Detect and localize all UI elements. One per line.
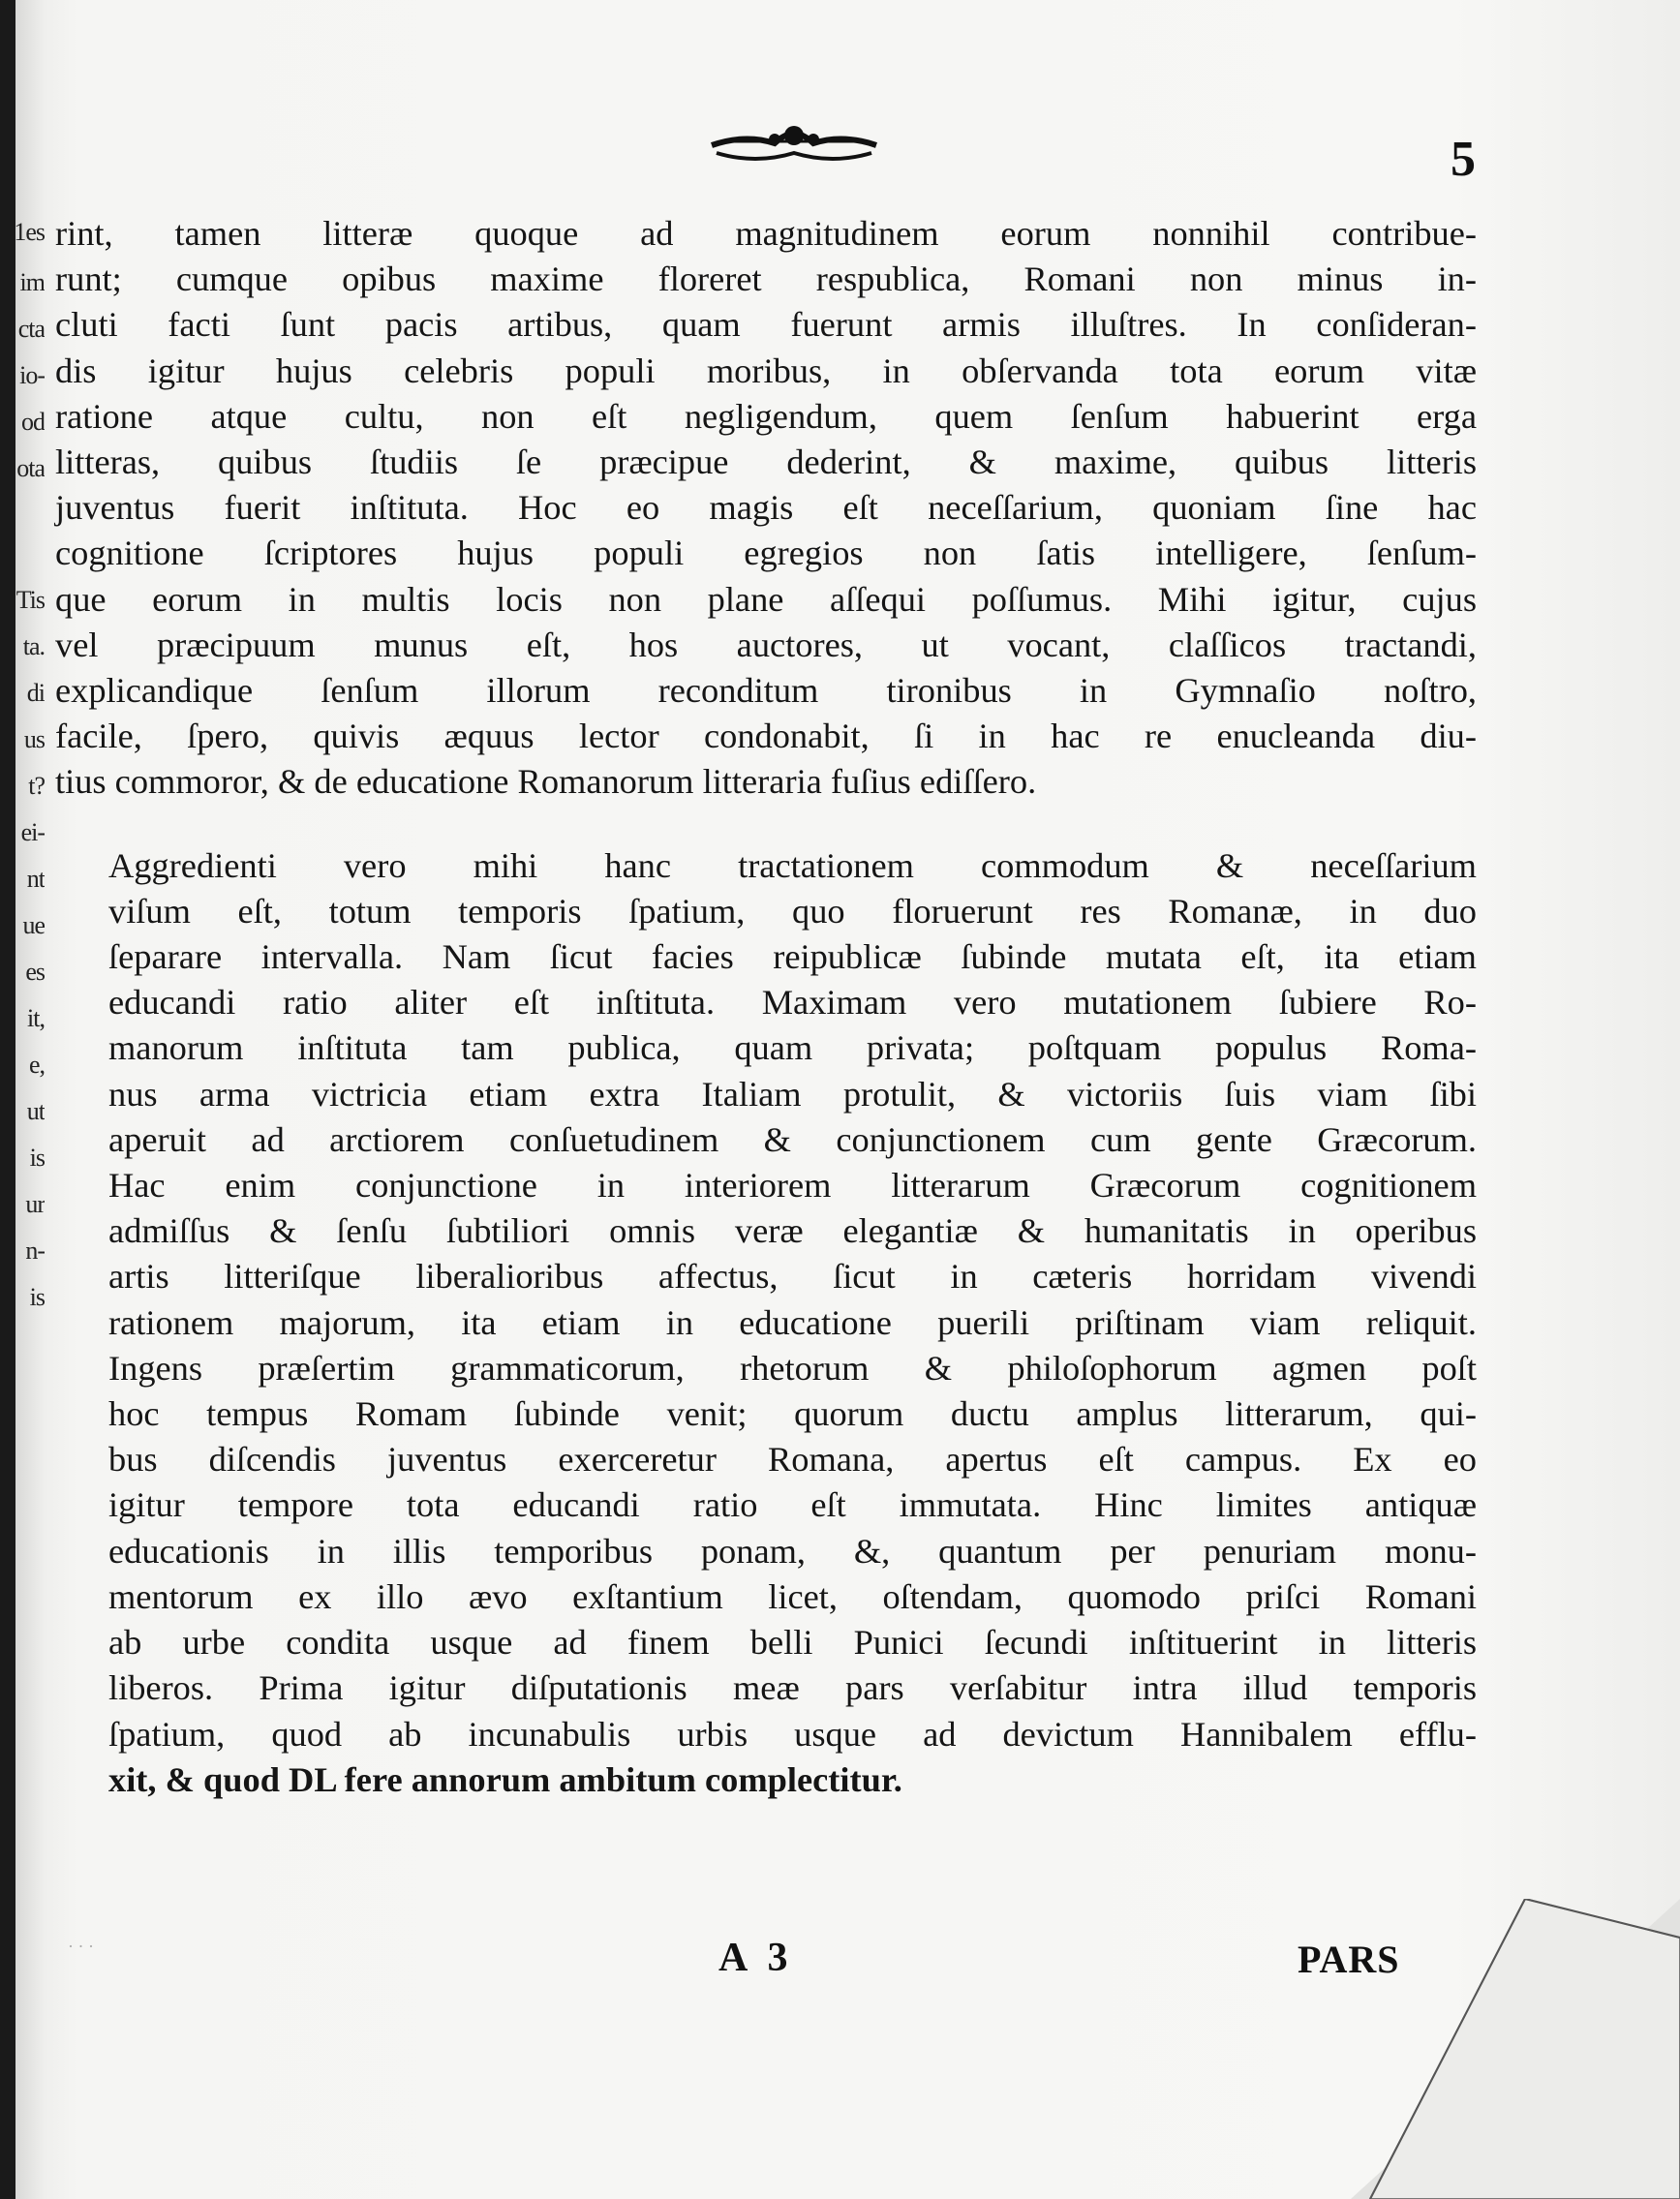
margin-fragment: ur: [25, 1190, 45, 1218]
text-line: vel præcipuum munus eſt, hos auctores, ut vocant, claſſicos tractandi,: [55, 625, 1477, 664]
text-line: admiſſus & ſenſu ſubtiliori omnis veræ elegantiæ & humanitatis in operibus: [108, 1211, 1477, 1251]
page-number: 5: [1451, 132, 1476, 187]
margin-fragment: im: [19, 268, 45, 296]
margin-fragment: di: [26, 679, 45, 707]
margin-fragment: nt: [26, 865, 45, 893]
printers-ornament-icon: [707, 105, 881, 172]
text-line: bus diſcendis juventus exerceretur Romana, apertus eſt campus. Ex eo: [108, 1440, 1477, 1480]
text-line: educandi ratio aliter eſt inſtituta. Maximam vero mutationem ſubiere Ro-: [108, 983, 1477, 1023]
text-line: Aggredienti vero mihi hanc tractationem commodum & neceſſarium: [108, 845, 1477, 885]
margin-fragment: cta: [17, 315, 45, 343]
text-line: xit, & quod DL fere annorum ambitum complectitur.: [108, 1759, 902, 1799]
text-line: explicandique ſenſum illorum reconditum tironibus in Gymnaſio noſtro,: [55, 671, 1477, 711]
margin-fragment: t?: [28, 772, 45, 800]
margin-fragment: it,: [27, 1004, 45, 1032]
paragraph-1: [55, 211, 1477, 806]
text-line: juventus fuerit inſtituta. Hoc eo magis eſt neceſſarium, quoniam ſine hac: [55, 488, 1477, 528]
margin-fragment: io-: [19, 361, 45, 389]
margin-fragment: ota: [16, 454, 45, 482]
text-line: ratione atque cultu, non eſt negligendum, quem ſenſum habuerint erga: [55, 396, 1477, 436]
margin-fragment: ut: [26, 1097, 45, 1125]
page-mark: · · ·: [68, 1937, 94, 1956]
text-line: viſum eſt, totum temporis ſpatium, quo floruerunt res Romanæ, in duo: [108, 891, 1477, 931]
margin-fragment: us: [23, 725, 45, 753]
margin-fragment: ei-: [20, 818, 45, 846]
margin-fragment: Tis: [15, 586, 45, 614]
margin-fragment: is: [29, 1283, 45, 1311]
text-line: runt; cumque opibus maxime floreret respublica, Romani non minus in-: [55, 260, 1477, 299]
text-line: rint, tamen litteræ quoque ad magnitudinem eorum nonnihil contribue-: [55, 214, 1477, 253]
text-line: rationem majorum, ita etiam in educatione puerili priſtinam viam reliquit.: [108, 1302, 1477, 1342]
text-line: nus arma victricia etiam extra Italiam protulit, & victoriis ſuis viam ſibi: [108, 1074, 1477, 1114]
text-line: artis litteriſque liberalioribus affectus, ſicut in cæteris horridam vivendi: [108, 1257, 1477, 1297]
text-line: litteras, quibus ſtudiis ſe præcipue dederint, & maxime, quibus litteris: [55, 443, 1477, 482]
text-line: cognitione ſcriptores hujus populi egregios non ſatis intelligere, ſenſum-: [55, 534, 1477, 573]
margin-fragment: ue: [22, 911, 45, 939]
text-line: facile, ſpero, quivis æquus lector condonabit, ſi in hac re enucleanda diu-: [55, 717, 1477, 756]
margin-fragment: od: [21, 408, 45, 436]
margin-fragment: ta.: [22, 632, 45, 660]
text-line: Ingens præſertim grammaticorum, rhetorum & philoſophorum agmen poſt: [108, 1348, 1477, 1388]
text-line: que eorum in multis locis non plane aſſequi poſſumus. Mihi igitur, cujus: [55, 579, 1477, 619]
margin-fragment: is: [29, 1144, 45, 1172]
text-line: educationis in illis temporibus ponam, &, quantum per penuriam monu-: [108, 1531, 1477, 1571]
text-line: ſpatium, quod ab incunabulis urbis usque ad devictum Hannibalem efflu-: [108, 1714, 1477, 1754]
margin-fragment: e,: [28, 1051, 45, 1079]
text-line: cluti facti ſunt pacis artibus, quam fuerunt armis illuſtres. In conſideran-: [55, 305, 1477, 345]
margin-fragment: n-: [25, 1237, 45, 1265]
text-line: dis igitur hujus celebris populi moribus, in obſervanda tota eorum vitæ: [55, 351, 1477, 390]
folded-corner: [1351, 1899, 1680, 2199]
text-line: Hac enim conjunctione in interiorem litterarum Græcorum cognitionem: [108, 1166, 1477, 1206]
signature-mark: A 3: [718, 1936, 794, 1980]
margin-fragment: 1es: [14, 218, 45, 246]
text-line: aperuit ad arctiorem conſuetudinem & conjunctionem cum gente Græcorum.: [108, 1119, 1477, 1159]
body-text: [55, 211, 1477, 1803]
text-line: igitur tempore tota educandi ratio eſt immutata. Hinc limites antiquæ: [108, 1485, 1477, 1525]
paragraph-2: [55, 843, 1477, 1803]
text-line: manorum inſtituta tam publica, quam privata; poſtquam populus Roma-: [108, 1028, 1477, 1068]
catchword: PARS: [1298, 1938, 1400, 1981]
text-line: hoc tempus Romam ſubinde venit; quorum ductu amplus litterarum, qui-: [108, 1394, 1477, 1434]
margin-fragment: es: [25, 958, 45, 986]
text-line: ſeparare intervalla. Nam ſicut facies reipublicæ ſubinde mutata eſt, ita etiam: [108, 937, 1477, 977]
text-line: tius commoror, & de educatione Romanorum litteraria fuſius ediſſero.: [55, 762, 1037, 802]
text-line: liberos. Prima igitur diſputationis meæ pars verſabitur intra illud temporis: [108, 1668, 1477, 1708]
text-line: mentorum ex illo ævo exſtantium licet, oſtendam, quomodo priſci Romani: [108, 1576, 1477, 1616]
text-line: ab urbe condita usque ad finem belli Punici ſecundi inſtituerint in litteris: [108, 1623, 1477, 1663]
